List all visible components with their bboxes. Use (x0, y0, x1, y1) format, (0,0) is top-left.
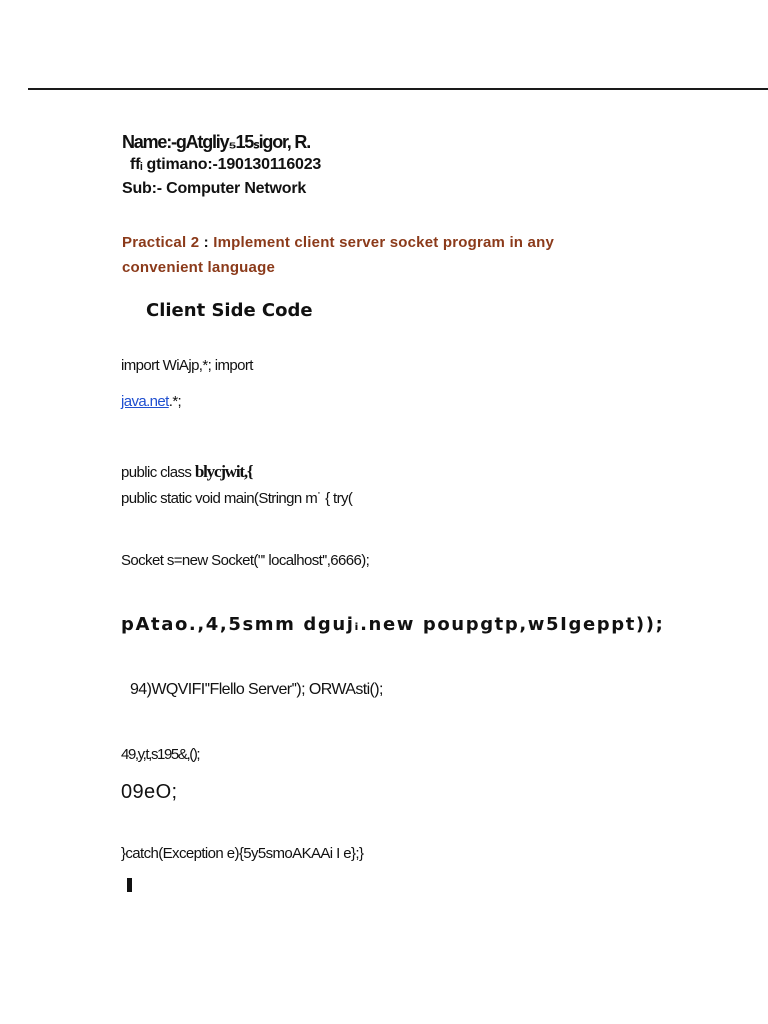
practical-title (122, 230, 622, 280)
code-line-end: 09eO; (121, 781, 178, 803)
student-name: Name:-gAtgliy₅15ₛigor, R. (122, 132, 311, 152)
code-line-class-prefix: public class (121, 464, 195, 481)
enrollment-number: ffᵢ gtimano:-190130116023 (130, 156, 322, 173)
java-net-link[interactable]: java.net (121, 393, 169, 410)
code-line-import-net (121, 393, 181, 410)
code-line-write: 94)WQVIFI''Flello Server''); ORWAsti(); (130, 681, 383, 698)
code-line-main: public static void main(Stringn m˙ { try( (121, 490, 353, 507)
code-line-class-name: blycjwit,{ (194, 462, 253, 481)
practical-description: Implement client server socket program in any convenient language (122, 234, 554, 276)
practical-label: Practical 2 (122, 234, 204, 251)
code-line-import-net-rest: .*; (168, 393, 182, 410)
subject: Sub:- Computer Network (122, 180, 307, 197)
code-line-socket: Socket s=new Socket("' localhost'',6666); (121, 552, 370, 569)
code-line-import: import WiAjp,*; import (121, 357, 253, 374)
top-horizontal-rule (28, 88, 768, 90)
section-heading: Client Side Code (146, 300, 313, 321)
code-line-class (121, 462, 252, 482)
practical-colon: : (203, 234, 209, 251)
code-line-stream: pAtao.,4,5smm dgujᵢ.new poupgtp,w5Igeppt)); (121, 614, 665, 635)
code-line-close: 49,y,t,s195&,(); (121, 746, 200, 763)
text-cursor-mark (127, 878, 132, 892)
code-line-catch: }catch(Exception e){5y5smoAKAAi I e};} (121, 845, 364, 862)
